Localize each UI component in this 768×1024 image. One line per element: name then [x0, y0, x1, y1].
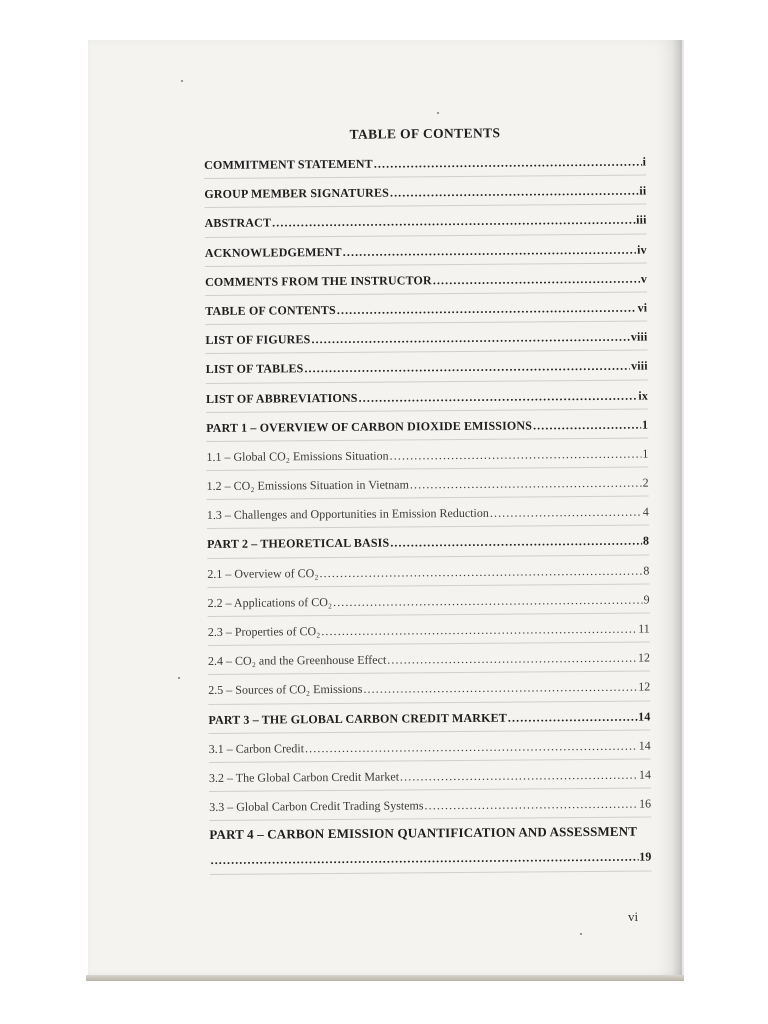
toc-entry-label: 2.2 – Applications of CO₂	[207, 594, 333, 610]
dot-leader	[374, 155, 642, 172]
toc-entry-page: 1	[642, 446, 649, 461]
toc-entry-label: COMMITMENT STATEMENT	[204, 156, 373, 172]
toc-entry-label: 3.1 – Carbon Credit	[208, 740, 305, 756]
toc-entry[interactable]	[208, 614, 650, 647]
dot-leader	[410, 476, 642, 493]
toc-entry-label: 2.3 – Properties of CO₂	[207, 624, 321, 639]
toc-entry-page: 1	[641, 417, 649, 432]
toc-list	[204, 147, 652, 876]
scan-speck	[178, 677, 180, 679]
toc-entry-label: 1.3 – Challenges and Opportunities in Emission Reduction	[206, 506, 489, 523]
dot-leader	[304, 359, 630, 377]
toc-entry-page: 2	[642, 475, 649, 490]
toc-entry-label: 2.4 – CO₂ and the Greenhouse Effect	[207, 652, 387, 669]
dot-leader	[390, 534, 642, 551]
toc-entry-label: 1.1 – Global CO₂ Emissions Situation	[206, 448, 389, 464]
dot-leader	[321, 622, 637, 639]
toc-entry-label: GROUP MEMBER SIGNATURES	[204, 185, 389, 202]
toc-entry[interactable]	[206, 438, 648, 471]
dot-leader	[343, 242, 637, 259]
toc-entry-page: 16	[639, 796, 652, 811]
dot-leader	[333, 592, 643, 609]
dot-leader	[359, 388, 638, 405]
toc-entry[interactable]	[208, 672, 650, 705]
toc-entry[interactable]	[204, 176, 646, 209]
toc-entry[interactable]	[208, 643, 650, 676]
toc-entry[interactable]	[207, 497, 649, 530]
toc-entry-page: 12	[637, 650, 651, 665]
toc-entry-label: 2.1 – Overview of CO₂	[207, 565, 319, 581]
page-number: vi	[628, 909, 639, 924]
toc-entry-page: 9	[643, 592, 650, 607]
toc-entry-label: 3.2 – The Global Carbon Credit Market	[208, 769, 400, 785]
toc-entry-label: LIST OF ABBREVIATIONS	[205, 390, 358, 406]
dot-leader	[424, 797, 638, 814]
scan-speck	[181, 80, 183, 82]
toc-entry-label: ACKNOWLEDGEMENT	[204, 244, 342, 260]
toc-title: TABLE OF CONTENTS	[349, 125, 501, 142]
toc-entry-page: iii	[636, 212, 647, 227]
toc-entry-leader-line	[210, 850, 652, 868]
toc-entry-label: PART 2 – THEORETICAL BASIS	[207, 535, 390, 552]
dot-leader	[305, 738, 638, 756]
toc-entry[interactable]	[206, 351, 648, 384]
toc-entry-label: TABLE OF CONTENTS	[205, 302, 336, 318]
toc-entry-part-4[interactable]	[209, 818, 651, 875]
toc-entry-label: ABSTRACT	[204, 215, 272, 231]
toc-entry-page: viii	[630, 329, 648, 344]
dot-leader	[272, 213, 635, 231]
dot-leader	[533, 417, 641, 433]
dot-leader	[508, 709, 637, 725]
toc-entry-page: 8	[642, 533, 650, 549]
toc-entry[interactable]	[209, 730, 651, 763]
toc-entry[interactable]	[207, 555, 649, 588]
dot-leader	[319, 563, 642, 581]
toc-entry-page: vi	[637, 300, 648, 315]
toc-entry[interactable]	[204, 205, 646, 238]
toc-entry-label: 1.2 – CO₂ Emissions Situation in Vietnam	[206, 477, 409, 494]
toc-entry-page: 8	[643, 563, 650, 578]
toc-entry[interactable]	[205, 322, 647, 355]
toc-entry-page: 14	[638, 709, 651, 724]
toc-entry-label: PART 3 – THE GLOBAL CARBON CREDIT MARKET	[208, 710, 507, 727]
toc-entry[interactable]	[206, 409, 648, 442]
dot-leader	[311, 330, 630, 348]
dot-leader	[337, 301, 637, 318]
dot-leader	[363, 680, 637, 697]
toc-entry-page: iv	[637, 242, 647, 257]
toc-entry-label: PART 1 – OVERVIEW OF CARBON DIOXIDE EMISSIONS	[206, 418, 533, 435]
toc-entry[interactable]	[206, 380, 648, 413]
dot-leader	[390, 184, 639, 201]
toc-entry[interactable]	[205, 263, 647, 296]
toc-entry-label: 3.3 – Global Carbon Credit Trading Systems	[209, 798, 424, 815]
paper-bottom-edge	[86, 975, 684, 981]
dot-leader	[400, 768, 638, 785]
toc-entry-page: 11	[638, 621, 650, 636]
dot-leader	[387, 651, 637, 668]
toc-entry[interactable]	[207, 468, 649, 501]
toc-entry[interactable]	[208, 701, 650, 734]
dot-leader	[490, 505, 642, 521]
dot-leader	[390, 446, 642, 463]
scan-speck	[437, 112, 439, 114]
toc-entry-page: 4	[642, 504, 649, 519]
toc-entry-page: 12	[638, 679, 651, 694]
toc-entry[interactable]	[207, 526, 649, 559]
toc-entry-label: PART 4 – CARBON EMISSION QUANTIFICATION AND ASSESSMENT	[209, 823, 638, 843]
toc-entry[interactable]	[205, 234, 647, 267]
toc-entry-page: 14	[638, 767, 651, 782]
toc-entry-page: 14	[638, 738, 651, 753]
toc-entry[interactable]	[207, 584, 649, 617]
toc-entry-label: 2.5 – Sources of CO₂ Emissions	[208, 682, 363, 698]
toc-entry[interactable]	[205, 292, 647, 325]
dot-leader	[211, 850, 639, 868]
scan-speck	[580, 933, 582, 935]
toc-entry[interactable]	[204, 147, 646, 180]
toc-entry-label: COMMENTS FROM THE INSTRUCTOR	[204, 272, 432, 289]
toc-entry-page: v	[640, 271, 648, 286]
toc-entry-label: LIST OF TABLES	[205, 361, 304, 377]
toc-entry-page: ii	[639, 183, 647, 198]
toc-entry[interactable]	[209, 789, 651, 822]
dot-leader	[433, 271, 640, 288]
toc-entry-page: i	[642, 154, 647, 169]
toc-entry-label: LIST OF FIGURES	[205, 332, 311, 348]
toc-entry-page: ix	[638, 388, 648, 403]
toc-entry-page: viii	[631, 358, 648, 373]
page-shadow	[672, 40, 684, 980]
toc-entry-page: 19	[639, 849, 652, 864]
toc-entry[interactable]	[209, 759, 651, 792]
